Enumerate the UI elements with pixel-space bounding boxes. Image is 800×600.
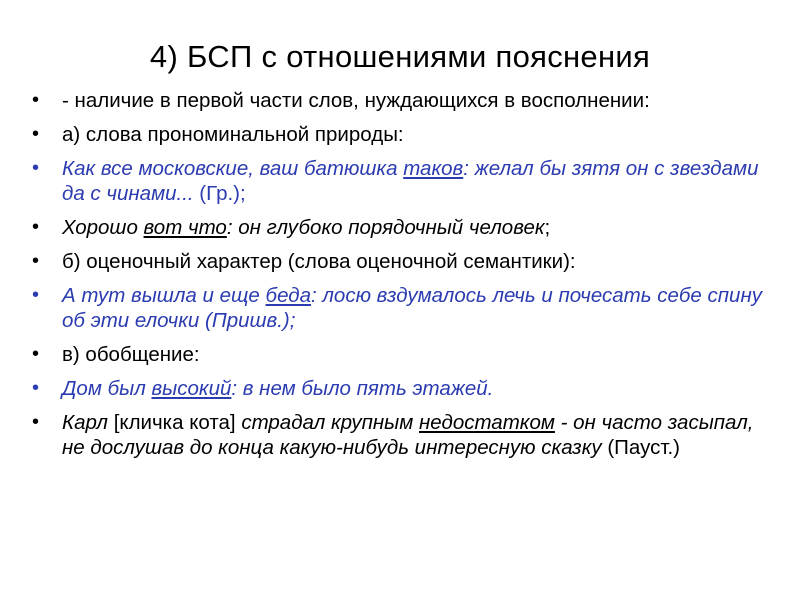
text-segment: : в нем было пять этажей. (231, 377, 494, 400)
underlined-word: высокий (151, 377, 232, 400)
slide-title: 4) БСП с отношениями пояснения (149, 39, 651, 74)
bullet-item (32, 249, 777, 274)
bullet-text (62, 89, 650, 112)
text-segment: в) обобщение: (62, 343, 200, 366)
text-segment: А тут вышла и еще (62, 284, 266, 307)
bullet-dot-icon: • (32, 89, 40, 111)
bullet-dot-icon: • (32, 284, 40, 306)
bullet-dot-icon: • (32, 123, 40, 145)
text-segment: - наличие в первой части слов, нуждающихся в восполнении: (62, 89, 650, 112)
text-segment: : желал бы зятя он с звездами да с чинами... (62, 157, 759, 205)
bullet-text (62, 250, 576, 273)
bullet-text (62, 284, 762, 332)
bullet-dot-icon: • (32, 343, 40, 365)
text-segment: Дом был (62, 377, 152, 400)
bullet-dot-icon: • (32, 250, 40, 272)
text-segment: а) слова прономинальной природы: (62, 123, 404, 146)
bullet-list (32, 88, 777, 469)
bullet-text (62, 216, 550, 239)
bullet-item (32, 410, 777, 460)
underlined-word: вот что (143, 216, 227, 239)
bullet-text (62, 123, 404, 146)
bullet-text (62, 377, 493, 400)
bullet-dot-icon: • (32, 411, 40, 433)
bullet-item (32, 342, 777, 367)
underlined-word: таков (403, 157, 464, 180)
text-segment: - он часто засыпал, не дослушав до конца какую-нибудь интересную сказку (62, 411, 754, 459)
underlined-word: беда (265, 284, 311, 307)
bullet-dot-icon: • (32, 157, 40, 179)
bullet-item (32, 156, 777, 206)
text-segment: ; (544, 216, 551, 239)
bullet-dot-icon: • (32, 377, 40, 399)
bullet-item (32, 122, 777, 147)
bullet-text (62, 411, 753, 459)
text-segment: [кличка кота] (108, 411, 242, 434)
bullet-text (62, 343, 200, 366)
text-segment: (Пауст.) (601, 436, 680, 459)
text-segment: б) оценочный характер (слова оценочной семантики): (62, 250, 576, 273)
text-segment: Карл (62, 411, 108, 434)
text-segment: Как все московские, ваш батюшка (62, 157, 404, 180)
bullet-item (32, 215, 777, 240)
text-segment: (Гр.); (193, 182, 246, 205)
text-segment: Хорошо (62, 216, 144, 239)
underlined-word: недостатком (419, 411, 555, 434)
bullet-item (32, 376, 777, 401)
bullet-item (32, 283, 777, 333)
text-segment: : лосю вздумалось лечь и почесать себе спину об эти елочки (Пришв.); (62, 284, 762, 332)
text-segment: страдал крупным (241, 411, 420, 434)
bullet-dot-icon: • (32, 216, 40, 238)
bullet-item (32, 88, 777, 113)
text-segment: : он глубоко порядочный человек (226, 216, 545, 239)
bullet-text (62, 157, 758, 205)
